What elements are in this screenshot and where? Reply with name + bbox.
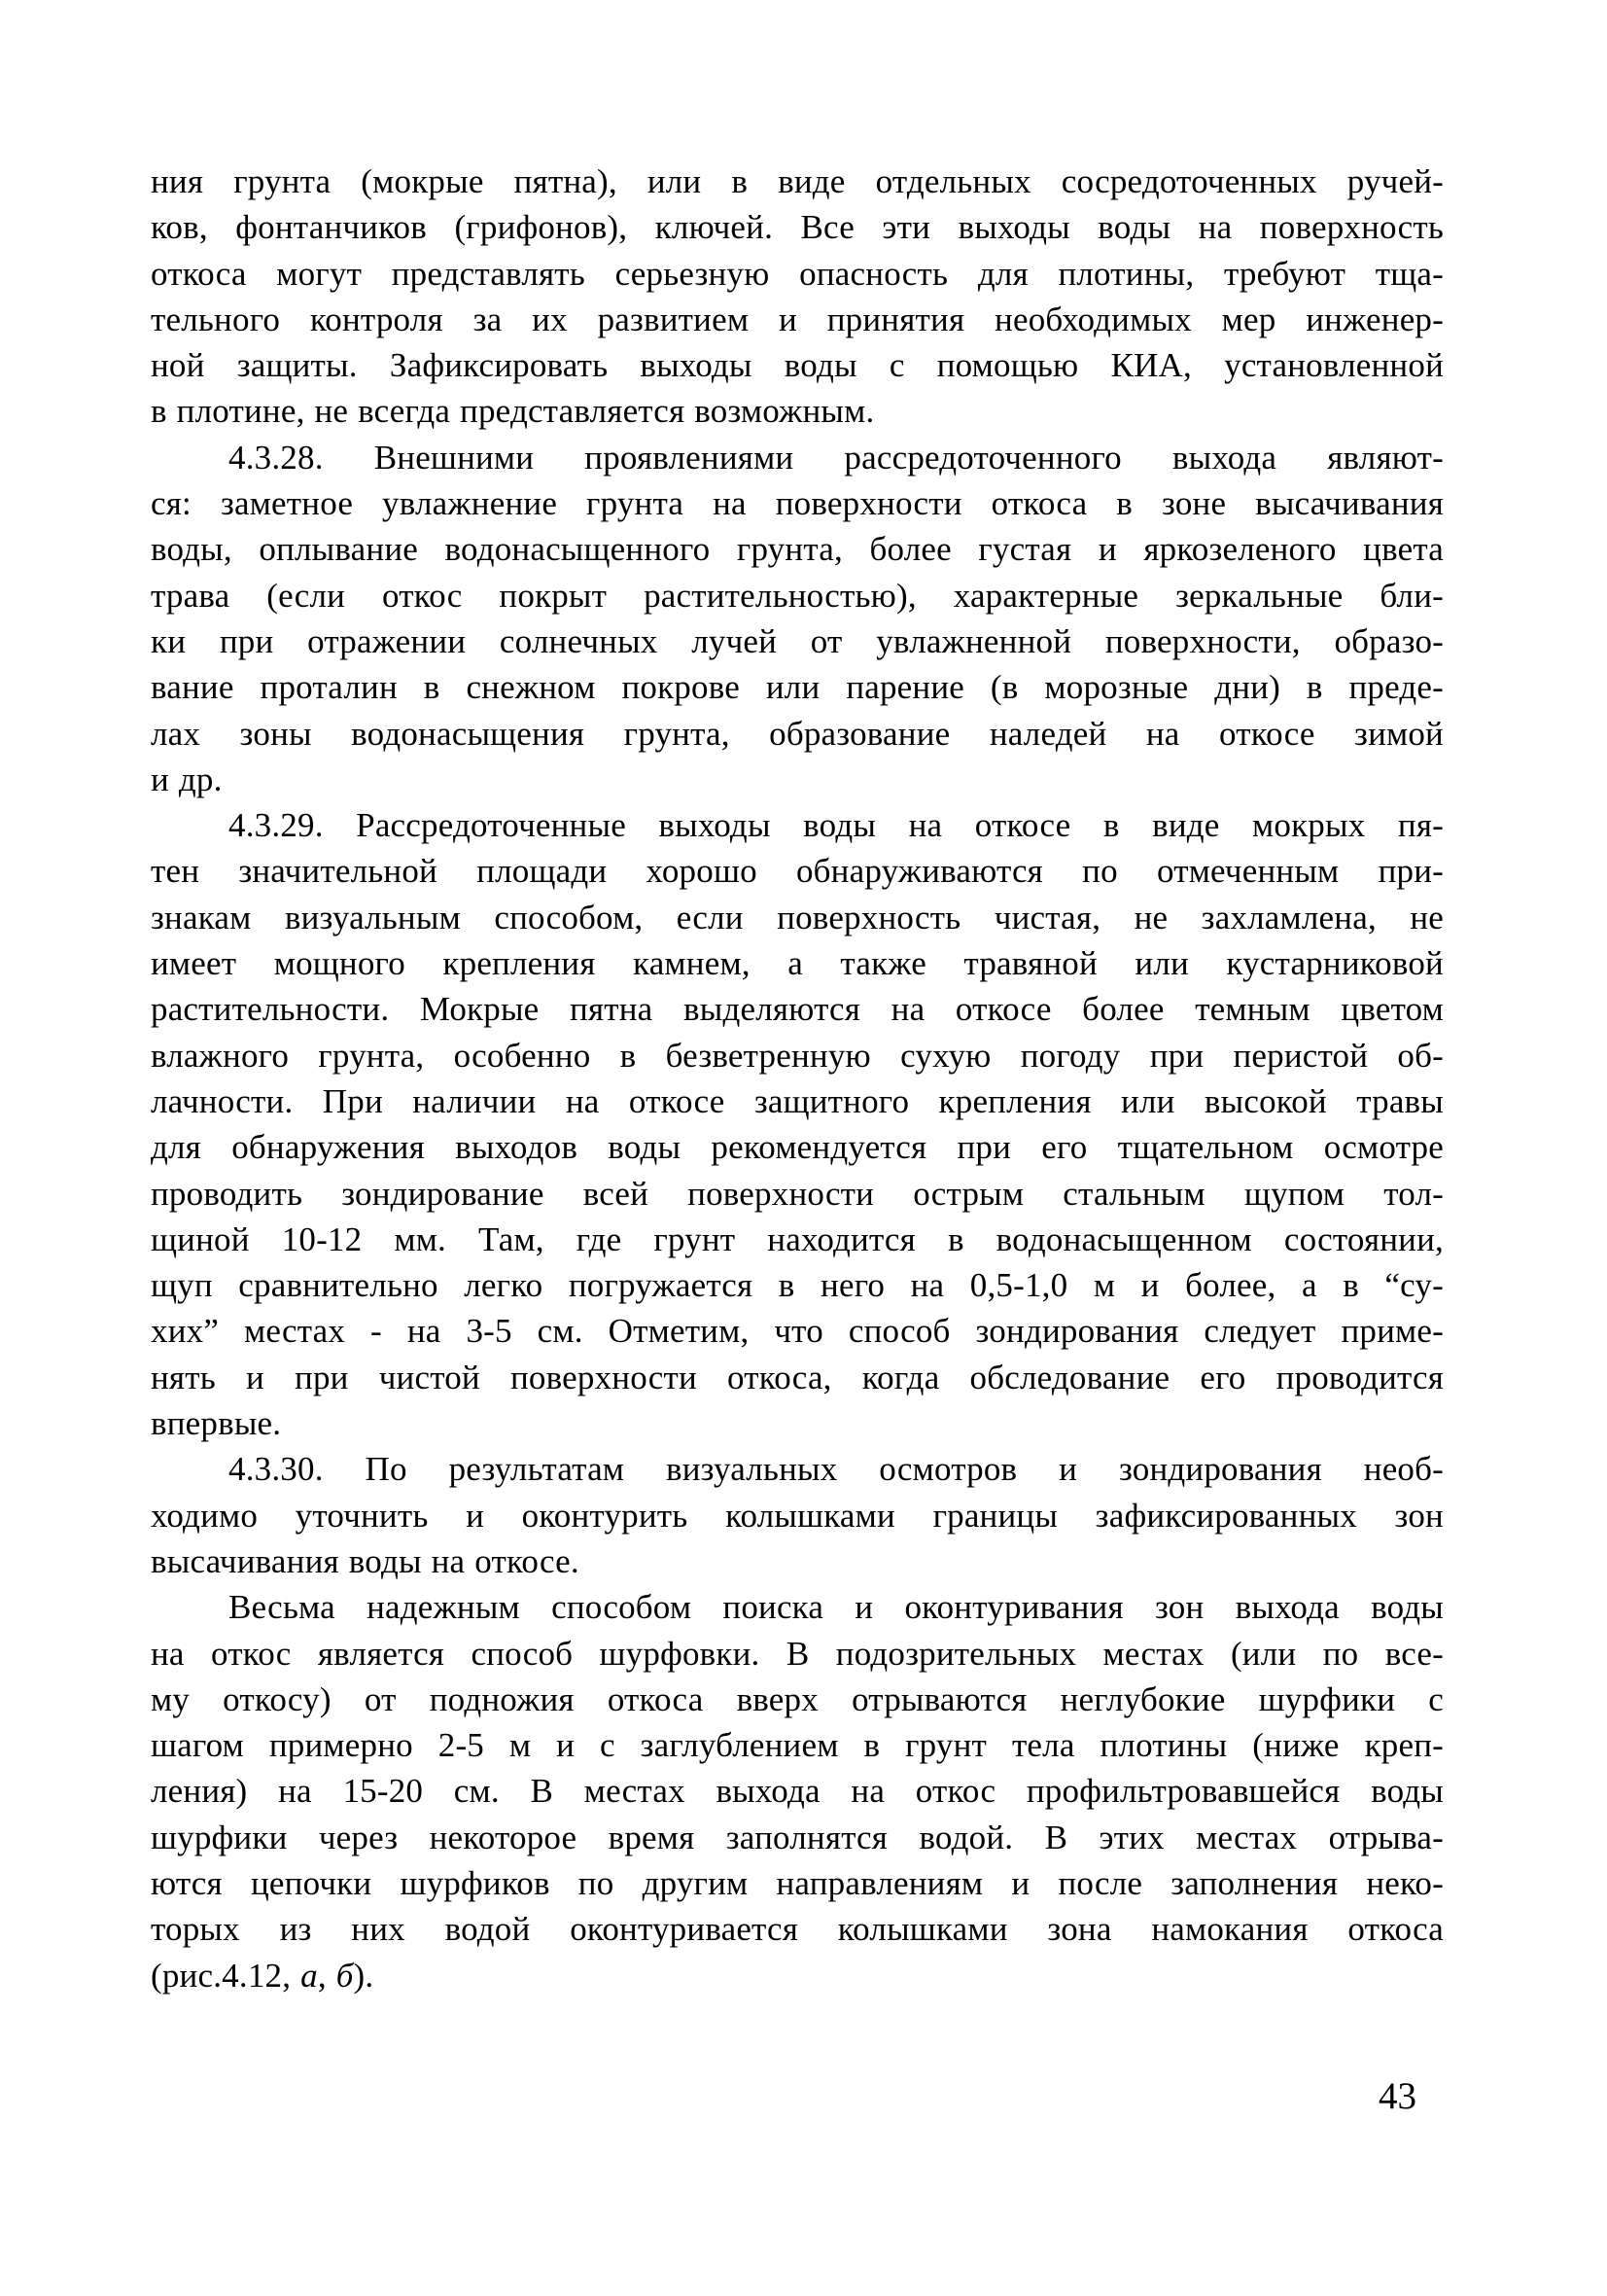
- text-run: ков, фонтанчиков (грифонов), ключей. Все эти выходы воды на поверхность: [151, 208, 1444, 247]
- text-run: тельного контроля за их развитием и принятия необходимых мер инженер-: [151, 300, 1444, 338]
- text-line: [151, 251, 1444, 297]
- text-line: [151, 526, 1444, 572]
- paragraph: [151, 1446, 1444, 1584]
- text-run: лах зоны водонасыщения грунта, образование наледей на откосе зимой: [151, 714, 1444, 753]
- text-line: [151, 297, 1444, 342]
- text-run: высачивания воды на откосе.: [151, 1541, 579, 1580]
- italic-text: а: [300, 1956, 318, 1995]
- text-run: и др.: [151, 759, 223, 798]
- text-line: [151, 573, 1444, 618]
- text-run: ной защиты. Зафиксировать выходы воды с помощью КИА, установленной: [151, 346, 1444, 385]
- text-line: [151, 1078, 1444, 1124]
- text-run: хих” местах - на 3-5 см. Отметим, что способ зондирования следует приме-: [151, 1312, 1444, 1351]
- text-line: [151, 711, 1444, 757]
- text-line: [151, 1124, 1444, 1170]
- text-run: шагом примерно 2-5 м и с заглублением в грунт тела плотины (ниже креп-: [151, 1726, 1444, 1765]
- text-line: [151, 1677, 1444, 1722]
- text-run: ,: [317, 1956, 336, 1995]
- text-run: ся: заметное увлажнение грунта на поверхности откоса в зоне высачивания: [151, 484, 1444, 523]
- text-run: 4.3.30. По результатам визуальных осмотров и зондирования необ-: [228, 1450, 1444, 1489]
- text-run: ния грунта (мокрые пятна), или в виде отдельных сосредоточенных ручей-: [151, 162, 1444, 200]
- text-line: [151, 1262, 1444, 1308]
- text-line: [151, 1538, 1444, 1584]
- text-run: влажного грунта, особенно в безветренную сухую погоду при перистой об-: [151, 1036, 1444, 1075]
- text-line: [151, 480, 1444, 526]
- text-line: [151, 1631, 1444, 1677]
- text-line: [151, 1722, 1444, 1768]
- text-run: впервые.: [151, 1404, 282, 1443]
- text-line: [151, 1308, 1444, 1354]
- text-run: ки при отражении солнечных лучей от увлажненной поверхности, образо-: [151, 621, 1444, 660]
- italic-text: б: [335, 1956, 354, 1995]
- paragraph: [151, 159, 1444, 435]
- text-line: [151, 1355, 1444, 1400]
- text-line: [151, 1584, 1444, 1630]
- text-line: [151, 1217, 1444, 1262]
- text-line: [151, 435, 1444, 480]
- text-line: [151, 940, 1444, 986]
- text-run: шурфики через некоторое время заполнятся водой. В этих местах отрыва-: [151, 1818, 1444, 1856]
- paragraph: [151, 435, 1444, 802]
- text-run: имеет мощного крепления камнем, а также травяной или кустарниковой: [151, 944, 1444, 983]
- text-line: [151, 388, 1444, 434]
- text-run: в плотине, не всегда представляется возможным.: [151, 392, 875, 431]
- text-run: щуп сравнительно легко погружается в него на 0,5-1,0 м и более, а в “су-: [151, 1266, 1444, 1305]
- text-run: тен значительной площади хорошо обнаруживаются по отмеченным при-: [151, 852, 1444, 891]
- text-line: [151, 618, 1444, 664]
- text-line: [151, 204, 1444, 250]
- text-line: [151, 1815, 1444, 1860]
- text-line: [151, 1400, 1444, 1446]
- text-run: проводить зондирование всей поверхности острым стальным щупом тол-: [151, 1174, 1444, 1213]
- text-line: [151, 895, 1444, 940]
- text-run: нять и при чистой поверхности откоса, когда обследование его проводится: [151, 1358, 1444, 1396]
- text-line: [151, 1171, 1444, 1217]
- text-run: (рис.4.12,: [151, 1956, 301, 1995]
- text-line: [151, 802, 1444, 848]
- text-line: [151, 1033, 1444, 1078]
- text-line: [151, 1953, 1444, 1998]
- text-run: ).: [353, 1956, 374, 1995]
- text-line: [151, 342, 1444, 388]
- text-run: откоса могут представлять серьезную опасность для плотины, требуют тща-: [151, 254, 1444, 293]
- text-run: Весьма надежным способом поиска и оконтуривания зон выхода воды: [228, 1588, 1444, 1627]
- text-line: [151, 664, 1444, 710]
- text-line: [151, 986, 1444, 1032]
- text-line: [151, 757, 1444, 802]
- text-run: ходимо уточнить и оконтурить колышками границы зафиксированных зон: [151, 1496, 1444, 1535]
- text-run: воды, оплывание водонасыщенного грунта, более густая и яркозеленого цвета: [151, 530, 1444, 569]
- text-line: [151, 1446, 1444, 1492]
- text-line: [151, 1768, 1444, 1814]
- text-run: вание проталин в снежном покрове или парение (в морозные дни) в преде-: [151, 668, 1444, 707]
- paragraph: [151, 802, 1444, 1446]
- text-run: лачности. При наличии на откосе защитного крепления или высокой травы: [151, 1081, 1444, 1120]
- text-run: 4.3.28. Внешними проявлениями рассредоточенного выхода являют-: [228, 438, 1444, 477]
- text-run: на откос является способ шурфовки. В подозрительных местах (или по все-: [151, 1634, 1444, 1673]
- text-block: [151, 159, 1444, 1998]
- text-run: му откосу) от подножия откоса вверх отрываются неглубокие шурфики с: [151, 1679, 1444, 1718]
- text-run: ются цепочки шурфиков по другим направлениям и после заполнения неко-: [151, 1863, 1444, 1902]
- text-run: 4.3.29. Рассредоточенные выходы воды на откосе в виде мокрых пя-: [228, 806, 1444, 845]
- text-run: для обнаружения выходов воды рекомендуется при его тщательном осмотре: [151, 1128, 1444, 1167]
- text-run: растительности. Мокрые пятна выделяются на откосе более темным цветом: [151, 990, 1444, 1029]
- text-line: [151, 1906, 1444, 1952]
- paragraph: [151, 1584, 1444, 1998]
- text-run: ления) на 15-20 см. В местах выхода на откос профильтровавшейся воды: [151, 1772, 1444, 1811]
- text-run: щиной 10-12 мм. Там, где грунт находится в водонасыщенном состоянии,: [151, 1219, 1444, 1258]
- page-number: 43: [1379, 2075, 1416, 2117]
- text-run: знакам визуальным способом, если поверхность чистая, не захламлена, не: [151, 898, 1444, 936]
- text-run: трава (если откос покрыт растительностью), характерные зеркальные бли-: [151, 576, 1444, 615]
- text-line: [151, 159, 1444, 204]
- text-line: [151, 848, 1444, 894]
- text-run: торых из них водой оконтуривается колышками зона намокания откоса: [151, 1910, 1444, 1949]
- text-line: [151, 1860, 1444, 1906]
- text-line: [151, 1493, 1444, 1538]
